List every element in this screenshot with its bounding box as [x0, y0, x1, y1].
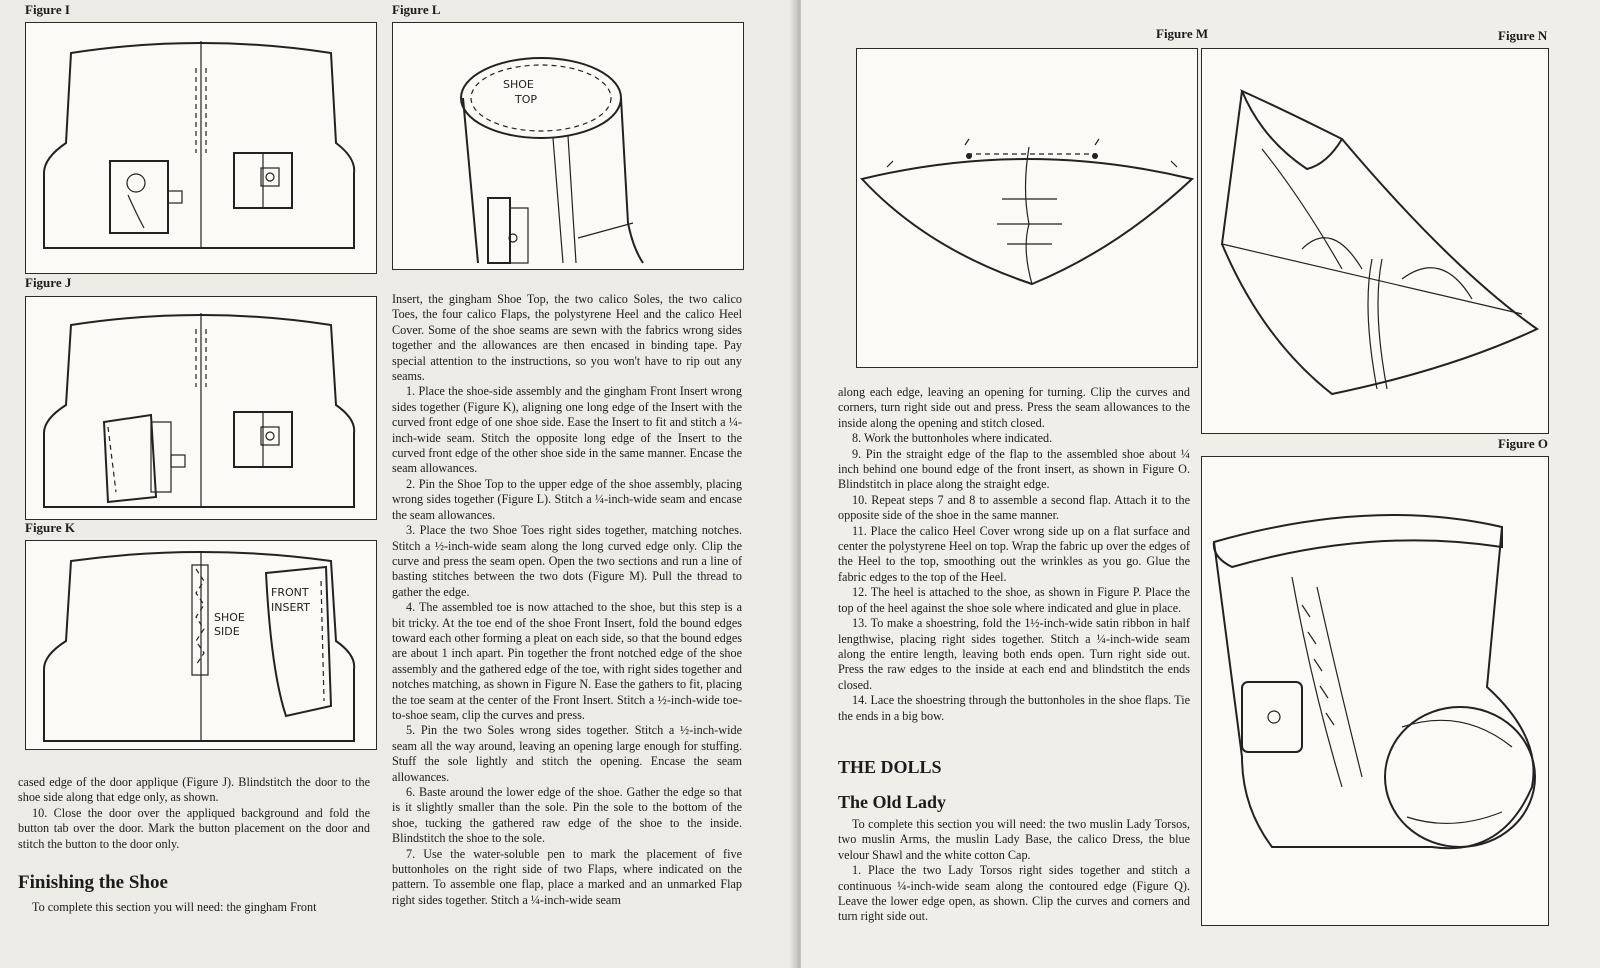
section-heading-finishing-shoe: Finishing the Shoe [18, 872, 168, 893]
paragraph: 4. The assembled toe is now attached to the shoe, but this step is a bit tricky. At the toe end of the shoe Front Insert, fold the bound edges toward each other forming a pleat on each side, so that the bound edges are about 1 inch apart. Pin together the front notched edge of the shoe assembly and the gathered edge of the toe, with right sides together and notches matching, as shown in Figure N. Ease the gathers to fit, placing the toe seam at the center of the Front Insert. Stitch a ½-inch-wide toe-to-shoe seam, clip the curves and press. [392, 600, 742, 722]
paragraph: 8. Work the buttonholes where indicated. [852, 431, 1053, 446]
paragraph: 3. Place the two Shoe Toes right sides together, matching notches. Stitch a ½-inch-wide seam along the long curved edge only. Clip the curve and press the seam open. Open the two sections and run a line of basting stitches between the two dots (Figure M). Pull the thread to gather the edge. [392, 523, 742, 599]
figure-i-diagram [25, 22, 377, 274]
shoe-side-label-2: SIDE [214, 625, 240, 638]
paragraph: 1. Place the shoe-side assembly and the gingham Front Insert wrong sides together (Figure K), aligning one long edge of the Insert with the curved front edge of one shoe side. Ease the Insert to fit and stitch a ¼-inch-wide seam. Stitch the opposite long edge of the Insert to the curved front edge of the other shoe side in the same manner. Encase the seam allowances. [392, 384, 742, 476]
paragraph: 10. Repeat steps 7 and 8 to assemble a second flap. Attach it to the opposite side of the shoe in the same manner. [838, 492, 1190, 523]
left-column-1-cont [18, 900, 370, 915]
paragraph: 2. Pin the Shoe Top to the upper edge of the shoe assembly, placing wrong sides together (Figure L). Stitch a ¼-inch-wide seam and encase the seam allowances. [392, 476, 742, 522]
paragraph: 6. Baste around the lower edge of the shoe. Gather the edge so that is it slightly smaller than the sole. Pin the sole to the bottom of the shoe, tucking the gathered raw edge of the shoe to the inside. Blindstitch the shoe to the sole. [392, 785, 742, 846]
paragraph: 5. Pin the two Soles wrong sides together. Stitch a ½-inch-wide seam all the way around, leaving an opening large enough for stuffing. Stuff the sole lightly and stitch the opening. Encase the seam allowances. [392, 723, 742, 784]
figure-m-label: Figure M [1156, 26, 1209, 41]
paragraph: To complete this section you will need: the gingham Front [32, 900, 317, 914]
left-column-1 [18, 775, 370, 852]
section-heading-the-dolls: THE DOLLS [838, 757, 942, 777]
figure-k-diagram [25, 540, 377, 750]
right-column-cont [838, 817, 1190, 925]
shoe-top-label-1: SHOE [503, 78, 534, 91]
front-insert-label-1: FRONT [271, 586, 309, 599]
figure-o-label: Figure O [1498, 436, 1548, 451]
paragraph: Insert, the gingham Shoe Top, the two calico Soles, the two calico Toes, the four calico Flaps, the polystyrene Heel and the calico Heel Cover. Some of the shoe seams are sewn with the fabrics wrong sides together and the allowances are then encased in binding tape. Pay special attention to the instructions, so you won't have to rip out any seams. [392, 292, 742, 384]
paragraph: 10. Close the door over the appliqued background and fold the button tab over the door. Mark the button placement on the door and stitch the button to the door only. [18, 805, 370, 851]
paragraph: 1. Place the two Lady Torsos right sides together and stitch a continuous ¼-inch-wide seam along the contoured edge (Figure Q). Leave the lower edge open, as shown. Clip the curves and corners and turn right side out. [838, 863, 1190, 924]
right-page [801, 0, 1600, 968]
section-heading-old-lady: The Old Lady [838, 792, 947, 812]
paragraph: 7. Use the water-soluble pen to mark the placement of five buttonholes on the right side of two Flaps, where indicated on the pattern. To assemble one flap, place a marked and an unmarked Flap right sides together. Stitch a ¼-inch-wide seam [392, 846, 742, 907]
figure-o-diagram [1201, 456, 1549, 926]
figure-m-diagram [856, 48, 1198, 368]
figure-i-label: Figure I [25, 2, 70, 17]
paragraph: To complete this section you will need: the two muslin Lady Torsos, two muslin Arms, the muslin Lady Base, the calico Dress, the blue velour Shawl and the white cotton Cap. [838, 817, 1190, 862]
figure-k-label: Figure K [25, 520, 75, 535]
figure-n-label: Figure N [1498, 28, 1548, 43]
figure-j-label: Figure J [25, 275, 72, 290]
paragraph: 9. Pin the straight edge of the flap to the assembled shoe about ¼ inch behind one bound edge of the front insert, as shown in Figure O. Blindstitch in place along the straight edge. [838, 446, 1190, 492]
paragraph: along each edge, leaving an opening for turning. Clip the curves and corners, turn right side out and press. Press the seam allowances to the inside along the opening and stitch closed. [838, 385, 1190, 430]
paragraph: cased edge of the door applique (Figure J). Blindstitch the door to the shoe side along that edge only, as shown. [18, 775, 370, 805]
paragraph: 14. Lace the shoestring through the buttonholes in the shoe flaps. Tie the ends in a big bow. [838, 693, 1190, 723]
left-page [0, 0, 795, 968]
shoe-top-label-2: TOP [515, 93, 538, 106]
paragraph: 13. To make a shoestring, fold the 1½-inch-wide satin ribbon in half lengthwise, placing right sides together. Stitch a ¼-inch-wide seam along the entire length, leaving both ends open. Turn right side out. Press the raw edges to the inside at each end and blindstitch the ends closed. [838, 616, 1190, 692]
shoe-side-label-1: SHOE [214, 611, 245, 624]
figure-j-diagram [25, 296, 377, 520]
paragraph: 11. Place the calico Heel Cover wrong side up on a flat surface and center the polystyrene Heel on top. Wrap the fabric up over the edges of the Heel to the top, smoothing out the wrinkles as you go. Glue the fabric edges to the top of the Heel. [838, 523, 1190, 584]
left-column-2 [392, 292, 742, 908]
paragraph: 12. The heel is attached to the shoe, as shown in Figure P. Place the top of the heel against the shoe sole where indicated and glue in place. [838, 585, 1190, 615]
figure-l-label: Figure L [392, 2, 441, 17]
figure-n-diagram [1201, 48, 1549, 434]
figure-l-diagram [392, 22, 744, 270]
front-insert-label-2: INSERT [271, 601, 310, 614]
right-column [838, 385, 1190, 724]
